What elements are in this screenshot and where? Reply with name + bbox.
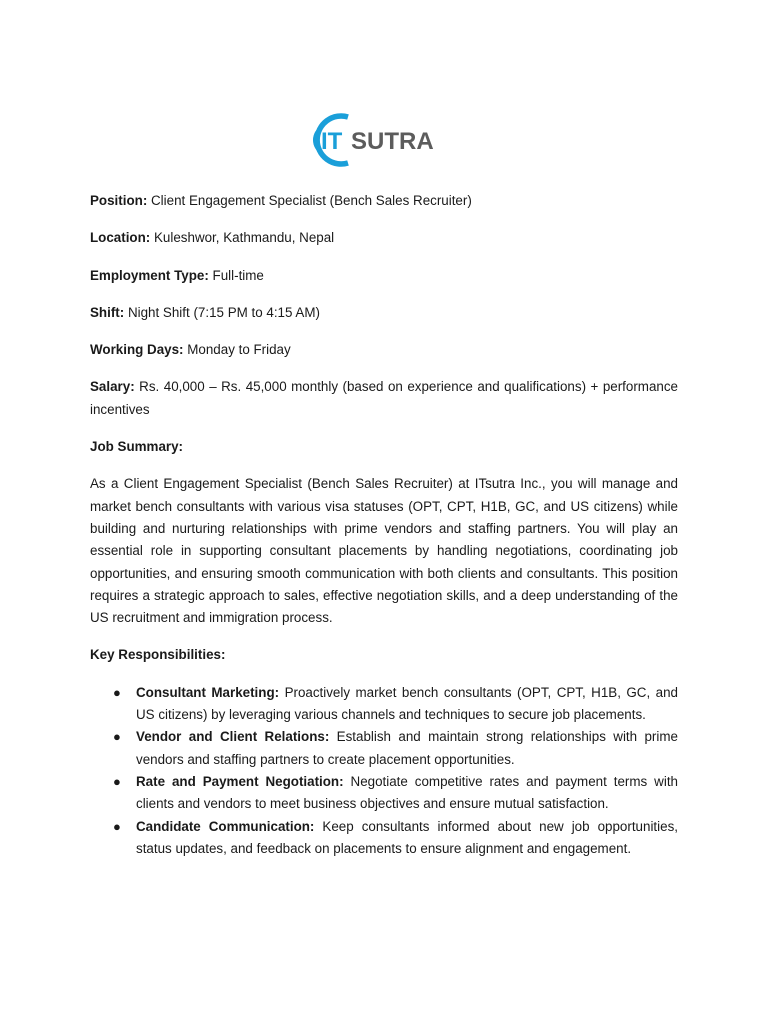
item-title: Vendor and Client Relations: xyxy=(136,729,330,745)
job-summary-heading: Job Summary: xyxy=(90,439,184,455)
field-value: Monday to Friday xyxy=(187,342,291,358)
field-value: Night Shift (7:15 PM to 4:15 AM) xyxy=(127,304,320,320)
bullet-icon: ● xyxy=(113,684,121,700)
field-position xyxy=(90,190,678,212)
field-shift xyxy=(90,302,678,324)
job-summary-text: As a Client Engagement Specialist (Bench Sales Recruiter) at ITsutra Inc., you will manage and market bench consultants with various visa statuses (OPT, CPT, H1B, GC, and US citizens) while building and nurturing relationships with prime vendors and staffing partners. You will play an essential role in supporting consultant placements by handling negotiations, coordinating job opportunities, and ensuring smooth communication with both clients and consultants. This position requires a strategic approach to sales, effective negotiation skills, and a deep understanding of the US recruitment and immigration process. xyxy=(90,476,678,626)
key-responsibilities-heading: Key Responsibilities: xyxy=(90,647,226,663)
list-item xyxy=(90,816,678,861)
item-text: Proactively market bench consultants (OPT, CPT, H1B, GC, and US citizens) by leveraging various channels and techniques to secure job placements. xyxy=(136,684,678,723)
logo-text-it: IT xyxy=(321,128,343,155)
list-item xyxy=(90,771,678,816)
item-title: Consultant Marketing: xyxy=(136,684,280,700)
item-title: Candidate Communication: xyxy=(136,818,315,834)
field-label: Shift: xyxy=(90,304,125,320)
field-label: Employment Type: xyxy=(90,267,209,283)
field-value: Rs. 40,000 – Rs. 45,000 monthly (based on experience and qualifications) + performance incentives xyxy=(90,379,678,417)
bullet-icon: ● xyxy=(113,773,121,789)
field-value: Full-time xyxy=(212,267,264,283)
item-text: Establish and maintain strong relationships with prime vendors and staffing partners to create placement opportunities. xyxy=(136,729,678,767)
field-location xyxy=(90,227,678,249)
field-value: Client Engagement Specialist (Bench Sales Recruiter) xyxy=(151,193,472,208)
item-title: Rate and Payment Negotiation: xyxy=(136,773,344,789)
job-posting-content xyxy=(90,190,678,860)
bullet-icon: ● xyxy=(113,729,121,745)
list-item xyxy=(90,726,678,771)
item-text: Keep consultants informed about new job opportunities, status updates, and feedback on placements to ensure alignment and engagement. xyxy=(136,818,678,856)
field-label: Location: xyxy=(90,230,151,246)
field-label: Position: xyxy=(90,193,148,208)
logo-text-rest: SUTRA xyxy=(351,128,434,155)
list-item xyxy=(90,682,678,727)
item-text: Negotiate competitive rates and payment terms with clients and vendors to meet business objectives and ensure mutual satisfaction. xyxy=(136,773,678,812)
field-employment-type xyxy=(90,265,678,287)
itsutra-logo-icon xyxy=(308,107,462,173)
field-working-days xyxy=(90,339,678,361)
field-label: Working Days: xyxy=(90,342,184,358)
field-label: Salary: xyxy=(90,379,135,395)
field-salary xyxy=(90,376,678,421)
responsibilities-list xyxy=(90,682,678,860)
company-logo xyxy=(308,107,462,173)
field-value: Kuleshwor, Kathmandu, Nepal xyxy=(154,230,335,246)
bullet-icon: ● xyxy=(113,818,121,834)
